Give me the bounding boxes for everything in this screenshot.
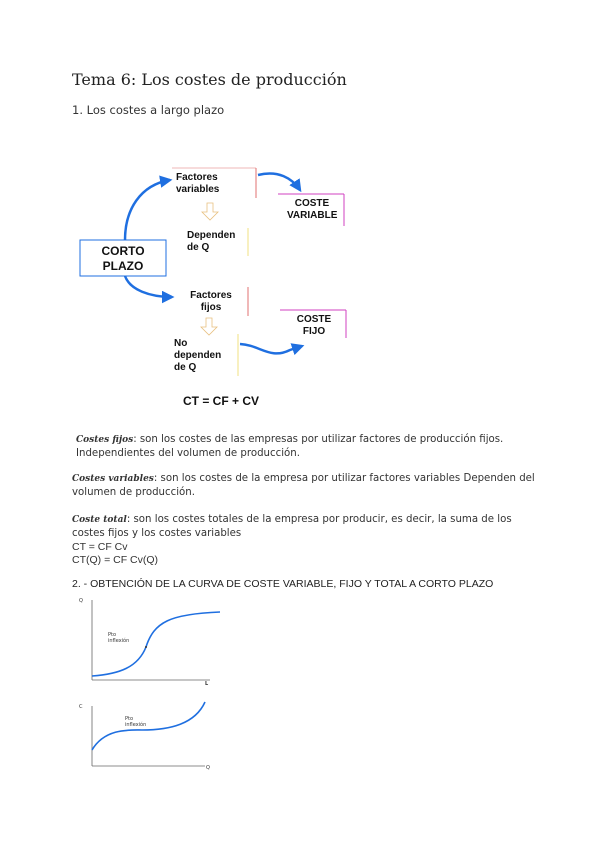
hollow-arrow-2 [201,318,217,335]
page-title: Tema 6: Los costes de producción [72,70,347,89]
graph-cost-curve [70,700,230,775]
arrow-variables-to-cv [258,173,300,190]
section-heading-1: 1. Los costes a largo plazo [72,103,225,117]
paragraph-coste-total: Coste total: son los costes totales de la empresa por producir, es decir, la suma de los costes fijos y los costes variables [72,514,512,539]
equation-2: CT(Q) = CF Cv(Q) [72,554,159,566]
equations [72,541,542,567]
graph1-y-label: Q [79,598,83,604]
graph1-annotation: Pto inflexión [108,632,130,644]
box-factores-fijos: Factores fijos [180,290,242,314]
graph2-y-label: C [79,704,83,710]
box-corto-plazo: CORTO PLAZO [83,244,163,274]
arrow-nodep-to-cf [240,344,302,353]
box-factores-variables: Factores variables [176,172,220,195]
term-costes-variables: Costes variables [72,474,154,484]
hollow-arrow-1 [202,203,218,220]
graph2-x-label: Q [206,765,210,771]
section-heading-2: 2. - OBTENCIÓN DE LA CURVA DE COSTE VARIABLE, FIJO Y TOTAL A CORTO PLAZO [72,578,494,590]
cost-formula: CT = CF + CV [183,394,260,408]
term-costes-fijos: Costes fijos [76,435,134,445]
box-coste-fijo: COSTE FIJO [294,314,334,338]
graph2-annotation: Pto inflexión [125,716,147,728]
box-coste-variable: COSTE VARIABLE [287,198,338,221]
paragraph-costes-variables: Costes variables: son los costes de la empresa por utilizar factores variables Dependen del volumen de producción. [72,473,535,498]
graph-production-curve [70,592,230,692]
graph1-x-label: L [205,681,209,687]
box-dependen-q: Dependen de Q [187,230,236,253]
box-no-dependen-q: No dependen de Q [174,338,222,373]
production-curve [92,612,220,676]
arrow-corto-to-fijos [125,276,172,297]
paragraph-costes-fijos: Costes fijos: son los costes de las empresas por utilizar factores de producción fijos. Independientes del volumen de producción. [76,434,504,459]
arrow-corto-to-variables [125,180,170,240]
cost-curve [92,702,205,750]
term-coste-total: Coste total [72,515,127,525]
equation-1: CT = CF Cv [72,541,128,553]
